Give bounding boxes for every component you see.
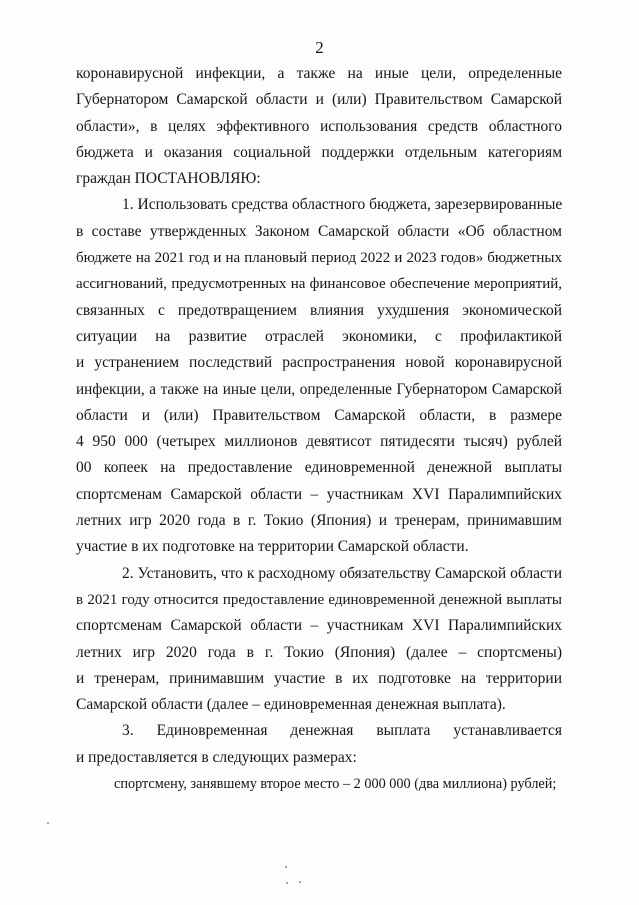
text-line: бюджета и оказания социальной поддержки отдельным категориям [76, 143, 562, 161]
document-body [76, 61, 562, 797]
text-line: граждан ПОСТАНОВЛЯЮ: [76, 170, 261, 188]
paragraph-1-line: летних игр 2020 года в г. Токио (Япония) и тренерам, принимавшим [76, 512, 562, 530]
paragraph-3-line: 3. Единовременная денежная выплата устанавливается [122, 722, 562, 740]
paragraph-1-line: 00 копеек на предоставление единовременной денежной выплаты [76, 459, 562, 477]
paragraph-1-line: 4 950 000 (четырех миллионов девятисот пятидесяти тысяч) рублей [76, 433, 562, 451]
text-line: коронавирусной инфекции, а также на иные цели, определенные [76, 65, 562, 82]
page-number: 2 [315, 38, 324, 57]
paragraph-1-line: 1. Использовать средства областного бюджета, зарезервированные [122, 196, 563, 214]
paragraph-1-line: и устранением последствий распространения новой коронавирусной [76, 354, 562, 372]
paragraph-1-line: инфекции, а также на иные цели, определенные Губернатором Самарской [76, 380, 562, 398]
scan-speck [285, 866, 287, 868]
paragraph-1-line: ассигнований, предусмотренных на финансовое обеспечение мероприятий, [76, 276, 562, 293]
paragraph-1-line: в составе утвержденных Законом Самарской области «Об областном [76, 222, 562, 240]
paragraph-1-line: связанных с предотвращением влияния ухудшения экономической [76, 301, 562, 319]
paragraph-1-line: области и (или) Правительством Самарской области, в размере [76, 406, 562, 424]
paragraph-1-line: участие в их подготовке на территории Самарской области. [76, 538, 469, 556]
text-line: Губернатором Самарской области и (или) Правительством Самарской [76, 91, 562, 109]
paragraph-2-line: 2. Установить, что к расходному обязательству Самарской области [122, 564, 562, 582]
paragraph-3-line: спортсмену, занявшему второе место – 2 000 000 (два миллиона) рублей; [114, 776, 557, 793]
paragraph-2-line: и тренерам, принимавшим участие в их подготовке на территории [76, 669, 562, 687]
scan-speck [286, 882, 288, 884]
paragraph-3-line: и предоставляется в следующих размерах: [76, 748, 357, 766]
paragraph-1-line: ситуации на развитие отраслей экономики, с профилактикой [76, 327, 562, 345]
paragraph-1-line: спортсменам Самарской области – участникам XVI Паралимпийских [76, 485, 562, 503]
paragraph-2-line: в 2021 году относится предоставление единовременной денежной выплаты [76, 591, 562, 608]
paragraph-2-line: Самарской области (далее – единовременная денежная выплата). [76, 696, 506, 714]
text-line: области», в целях эффективного использования средств областного [76, 117, 562, 135]
paragraph-1-line: бюджете на 2021 год и на плановый период 2022 и 2023 годов» бюджетных [76, 250, 562, 267]
paragraph-2-line: спортсменам Самарской области – участникам XVI Паралимпийских [76, 617, 562, 635]
scan-speck [299, 881, 301, 883]
scan-speck [47, 822, 49, 824]
paragraph-2-line: летних игр 2020 года в г. Токио (Япония) (далее – спортсмены) [76, 643, 562, 661]
